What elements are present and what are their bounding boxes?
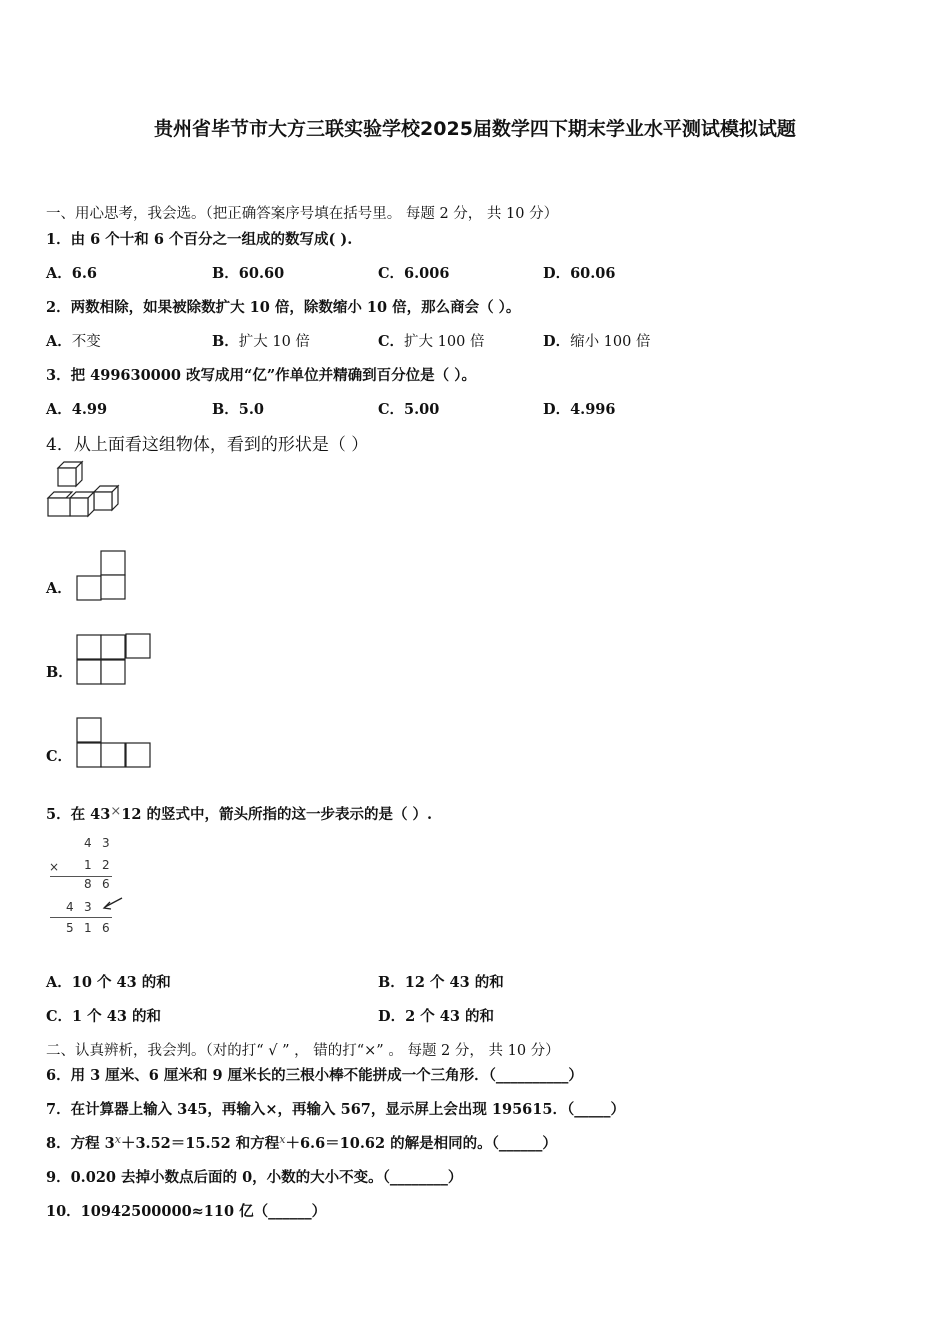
q1-option-c[interactable]: C．6.006 bbox=[378, 265, 450, 282]
page-title: 贵州省毕节市大方三联实验学校2025届数学四下期末学业水平测试模拟试题 bbox=[154, 118, 796, 140]
q4-option-b[interactable]: B． bbox=[46, 664, 73, 681]
section2-header: 二、认真辨析，我会判。（对的打“ √ ” ， 错的打“×” 。 每题 2 分， 共 10 分） bbox=[46, 1043, 560, 1059]
cube-group-figure bbox=[46, 462, 126, 522]
question-7: 7．在计算器上输入 345，再输入×，再输入 567，显示屏上会出现 195615．（_____） bbox=[46, 1101, 625, 1118]
q1-option-d[interactable]: D．60.06 bbox=[543, 265, 616, 282]
q3-option-d[interactable]: D．4.996 bbox=[543, 401, 616, 418]
q2-option-c[interactable]: C．扩大 100 倍 bbox=[378, 333, 485, 350]
q1-option-b[interactable]: B．60.60 bbox=[212, 265, 285, 282]
question-6: 6．用 3 厘米、6 厘米和 9 厘米长的三根小棒不能拼成一个三角形．（__________） bbox=[46, 1067, 583, 1084]
question-10: 10．10942500000≈110 亿（______） bbox=[46, 1203, 327, 1220]
question-9: 9．0.020 去掉小数点后面的 0，小数的大小不变。（________） bbox=[46, 1169, 463, 1186]
q1-option-a[interactable]: A．6.6 bbox=[46, 265, 97, 282]
q3-option-a[interactable]: A．4.99 bbox=[46, 401, 108, 418]
q3-option-c[interactable]: C．5.00 bbox=[378, 401, 440, 418]
q4-option-a[interactable]: A． bbox=[46, 580, 72, 597]
q5-option-b[interactable]: B．12 个 43 的和 bbox=[378, 974, 504, 991]
q2-option-b[interactable]: B．扩大 10 倍 bbox=[212, 333, 310, 350]
q2-option-a[interactable]: A．不变 bbox=[46, 333, 101, 350]
arrow-icon bbox=[102, 897, 124, 911]
question-1-stem: 1．由 6 个十和 6 个百分之一组成的数写成( ). bbox=[46, 231, 353, 248]
q5-option-d[interactable]: D．2 个 43 的和 bbox=[378, 1008, 494, 1025]
question-2-stem: 2．两数相除，如果被除数扩大 10 倍，除数缩小 10 倍，那么商会（ ）。 bbox=[46, 299, 521, 316]
q4-option-c-figure bbox=[76, 717, 154, 771]
q3-option-b[interactable]: B．5.0 bbox=[212, 401, 264, 418]
q4-option-b-figure bbox=[76, 633, 154, 687]
question-8: 8．方程 $3^x+3.52=15.52$ 和方程$^x$＋6.6＝10.62 的解是相同的。（______） bbox=[46, 1133, 557, 1152]
q5-option-c[interactable]: C．1 个 43 的和 bbox=[46, 1008, 161, 1025]
q2-option-d[interactable]: D．缩小 100 倍 bbox=[543, 333, 651, 350]
q5-option-a[interactable]: A．10 个 43 的和 bbox=[46, 974, 171, 991]
vertical-multiplication: 4 3 × 1 2 8 6 4 3 5 1 6 bbox=[46, 834, 136, 940]
question-3-stem: 3．把 499630000 改写成用“亿”作单位并精确到百分位是（ ）。 bbox=[46, 367, 476, 384]
question-5-stem: 5．在 43×12 的竖式中，箭头所指的这一步表示的是（ ）. bbox=[46, 804, 433, 823]
q4-option-c[interactable]: C． bbox=[46, 748, 73, 765]
question-4-stem: 4．从上面看这组物体，看到的形状是（ ） bbox=[46, 435, 369, 455]
q4-option-a-figure bbox=[76, 550, 128, 602]
section1-header: 一、用心思考，我会选。（把正确答案序号填在括号里。 每题 2 分， 共 10 分） bbox=[46, 206, 559, 222]
